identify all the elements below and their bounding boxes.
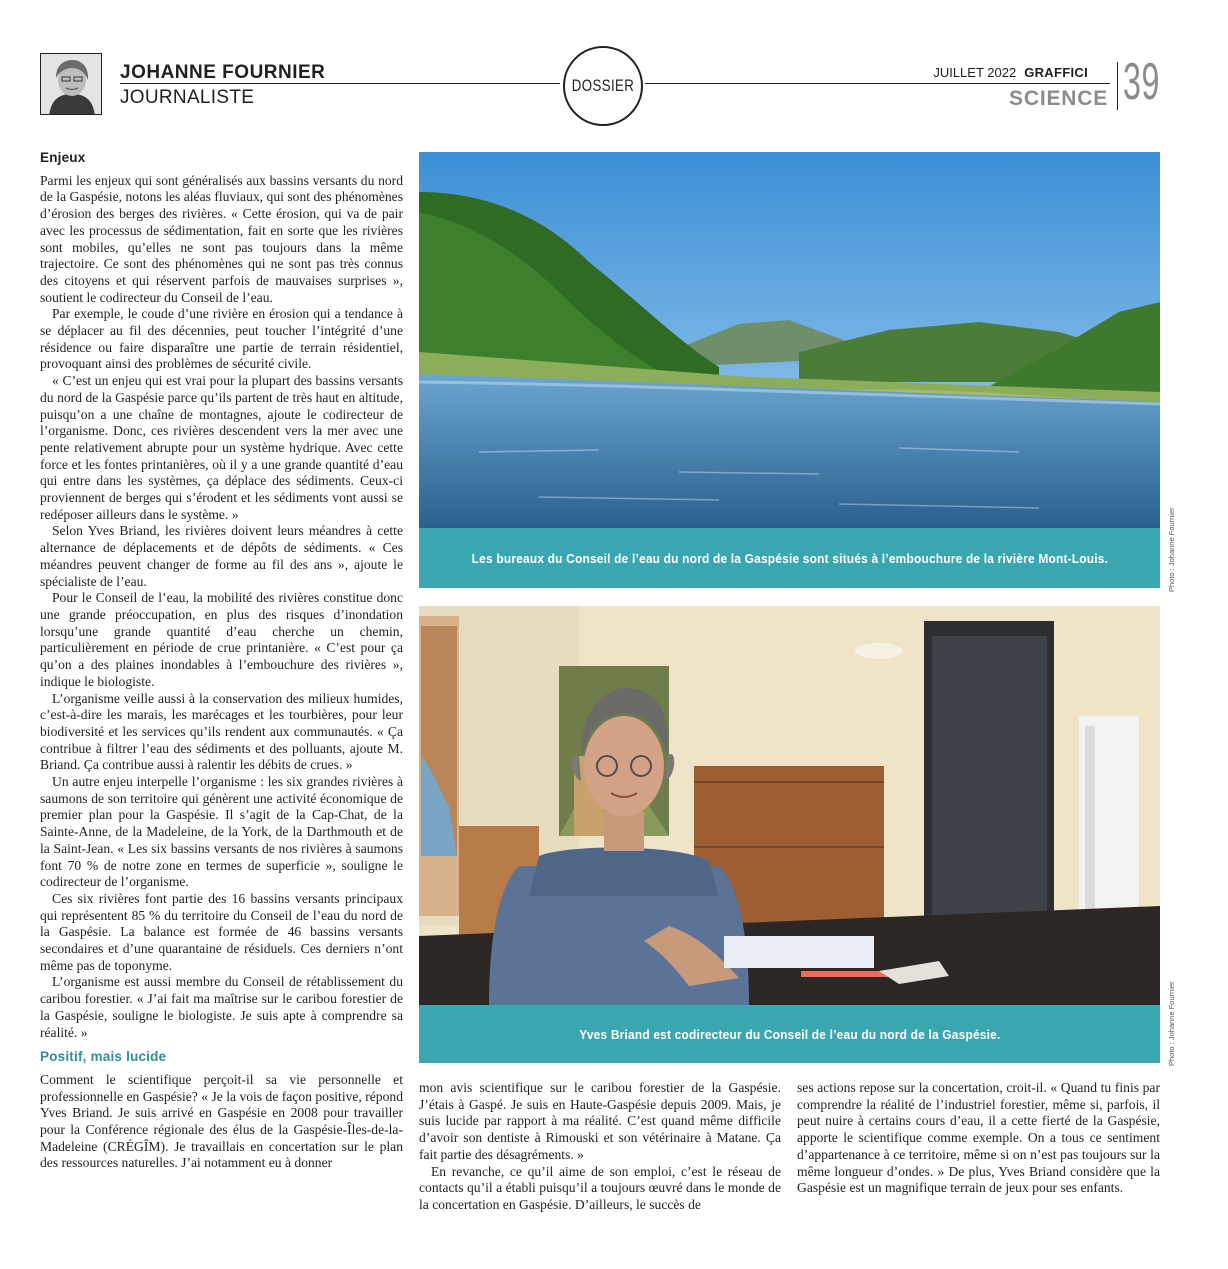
section-heading-enjeux: Enjeux bbox=[40, 150, 86, 165]
river-landscape-photo bbox=[419, 152, 1160, 528]
paragraph: L’organisme veille aussi à la conservation des milieux humides, c’est-à-dire les marais, les marécages et les tourbières, pour leur biodiversité et les services qu’ils rendent aux communautés. « Ça contribue à filtrer l’eau des sédiments et des polluants, ajoute M. Briand. Ça contribue aussi à ralentir les débits de crues. » bbox=[40, 690, 403, 773]
issue-info bbox=[933, 65, 1088, 80]
caption-text: Les bureaux du Conseil de l’eau du nord de la Gaspésie sont situés à l’embouchure de la rivière Mont-Louis. bbox=[471, 550, 1108, 566]
header-rule-right bbox=[645, 83, 1110, 84]
issue-date: JUILLET 2022 bbox=[933, 65, 1017, 80]
paragraph: Pour le Conseil de l’eau, la mobilité des rivières constitue donc une grande préoccupation, en plus des risques d’inondation lorsqu’une grande quantité d’eau cherche un chemin, particulièrement en période de crue printanière. « C’est pour ça qu’on a des plaines inondables à l’embouchure des rivières », indique le biologiste. bbox=[40, 590, 403, 689]
section-heading-positif: Positif, mais lucide bbox=[40, 1049, 167, 1065]
paragraph: mon avis scientifique sur le caribou forestier de la Gaspésie. J’étais à Gaspé. Je suis en Haute-Gaspésie depuis 2009. Mais, je suis lucide par rapport à ma réalité. C’est quand même difficile d’avoir son dentiste à Rimouski et son vétérinaire à Matane. Ça fait partie des désagréments. » bbox=[419, 1080, 781, 1162]
article-column-2 bbox=[419, 1080, 781, 1214]
photo-caption-2 bbox=[419, 1005, 1160, 1063]
author-portrait bbox=[40, 53, 102, 115]
magazine-brand: GRAFFICI bbox=[1024, 65, 1088, 80]
section-label: SCIENCE bbox=[1009, 87, 1108, 110]
paragraph: « C’est un enjeu qui est vrai pour la plupart des bassins versants du nord de la Gaspésie parce qu’ils partent de très haut en altitude, puisqu’on a une chaîne de montagnes, ajoute le codirecteur de l’organisme. Donc, ces rivières descendent vers la mer avec une pente relativement abrupte pour un système hydrique. Avec cette force et les fontes printanières, où il y a une grande quantité d’eau qui entre dans les systèmes, ça déplace des sédiments. Ceux-ci proviennent de berges qui s’érodent et les sédiments vont aussi se redéposer ailleurs dans le système. » bbox=[40, 373, 403, 522]
paragraph: Ces six rivières font partie des 16 bassins versants principaux qui représentent 85 % du territoire du Conseil de l’eau du nord de la Gaspésie. La balance est formée de 46 bassins versants secondaires et d’une quarantaine de résiduels. Ces derniers n’ont même pas de toponyme. bbox=[40, 890, 403, 973]
paragraph: ses actions repose sur la concertation, croit-il. « Quand tu finis par comprendre la réalité de l’industriel forestier, même si, parfois, il peut nuire à certains cours d’eau, il a cette fierté de la Gaspésie, apporte le scientifique comme exemple. On a tous ce sentiment d’appartenance à ce territoire, même si on n’est pas toujours sur la même longueur d’ondes. » De plus, Yves Briand considère que la Gaspésie est un magnifique terrain de jeux pour ses enfants. bbox=[797, 1080, 1160, 1196]
paragraph: Par exemple, le coude d’une rivière en érosion qui a tendance à se déplacer au fil des décennies, peut toucher l’intégrité d’une résidence ou faire disparaître une partie de terrain résidentiel, provoquant ainsi des problèmes de sécurité civile. bbox=[40, 306, 403, 372]
article-column-3 bbox=[797, 1080, 1160, 1197]
paragraph: Un autre enjeu interpelle l’organisme : les six grandes rivières à saumons de son territoire qui génèrent une activité économique de premier plan pour la Gaspésie. Il s’agit de la Cap-Chat, de la Sainte-Anne, de la Madeleine, de la York, de la Darthmouth et de la Saint-Jean. « Les six bassins versants de nos rivières à saumons font 70 % de notre zone en termes de superficie », souligne le codirecteur de l’organisme. bbox=[40, 774, 403, 890]
paragraph: L’organisme est aussi membre du Conseil de rétablissement du caribou forestier. « J’ai fait ma maîtrise sur le caribou forestier de la Gaspésie, souligne le biologiste. Je suis apte à comprendre sa réalité. » bbox=[40, 974, 403, 1040]
dossier-label: DOSSIER bbox=[571, 76, 635, 95]
caption-text: Yves Briand est codirecteur du Conseil de l’eau du nord de la Gaspésie. bbox=[578, 1026, 1001, 1042]
author-name: JOHANNE FOURNIER bbox=[120, 62, 326, 83]
paragraph: Parmi les enjeux qui sont généralisés aux bassins versants du nord de la Gaspésie, notons les aléas fluviaux, qui sont des phénomènes d’érosion des berges des rivières. « Cette érosion, qui va de pair avec les processus de sédimentation, fait en sorte que les rivières sont mobiles, qu’elles ne sont pas toujours dans la même trajectoire. Ce sont des phénomènes qui ne sont pas très connus des citoyens et qui réservent parfois de mauvaises surprises », soutient le codirecteur du Conseil de l’eau. bbox=[40, 172, 403, 305]
page-number-divider bbox=[1117, 62, 1118, 110]
photo-caption-1 bbox=[419, 528, 1160, 588]
page-number: 39 bbox=[1123, 53, 1161, 111]
dossier-badge bbox=[563, 46, 643, 126]
photo-credit-2: Photo : Johanne Fournier bbox=[1167, 981, 1176, 1066]
article-column-1 bbox=[40, 150, 403, 1172]
author-role: JOURNALISTE bbox=[120, 87, 255, 108]
paragraph: Comment le scientifique perçoit-il sa vie personnelle et professionnelle en Gaspésie? « Je la vois de façon positive, répond Yves Briand. Je suis arrivé en Gaspésie en 2008 pour travailler pour la Conférence régionale des élus de la Gaspésie-Îles-de-la-Madeleine (CRÉGÎM). Je travaillais en concertation sur le plan des ressources naturelles. J’ai notamment eu à donner bbox=[40, 1071, 403, 1171]
office-portrait-photo bbox=[419, 606, 1160, 1005]
paragraph: En revanche, ce qu’il aime de son emploi, c’est le réseau de contacts qu’il a établi puisqu’il a toujours œuvré dans le monde de la concertation en Gaspésie. D’ailleurs, le succès de bbox=[419, 1163, 781, 1212]
photo-credit-1: Photo : Johanne Fournier bbox=[1167, 507, 1176, 592]
paragraph: Selon Yves Briand, les rivières doivent leurs méandres à cette alternance de déplacements et de dépôts de sédiments. « Ces méandres peuvent changer de forme au fil des ans », ajoute le spécialiste de l’eau. bbox=[40, 523, 403, 589]
